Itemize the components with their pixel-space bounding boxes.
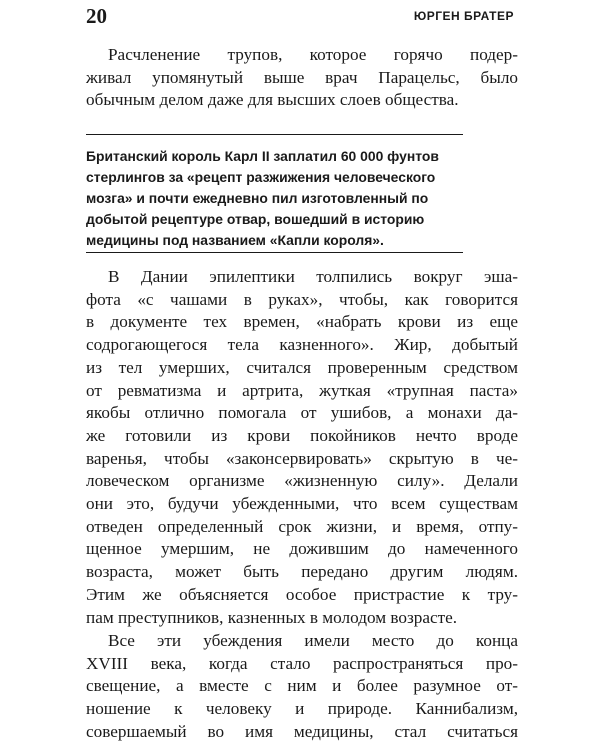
paragraph-line: ловеческом организме «жизненную силу». Делали [86,471,518,491]
callout-line: Британский король Карл II заплатил 60 000 фунтов [86,148,439,164]
paragraph-line: содрогающегося тела казненного». Жир, добытый [86,335,518,355]
paragraph-line: Расчленение трупов, которое горячо подер- [108,45,518,64]
paragraph-line: Все эти убеждения имели место до конца [108,631,518,650]
callout-bottom-rule [86,252,463,253]
paragraph-line: В Дании эпилептики толпились вокруг эша- [108,267,518,286]
callout-line: медицины под названием «Капли короля». [86,232,384,248]
paragraph-line: из тел умерших, считался проверенным средством [86,357,518,377]
paragraph-line: XVIII века, когда стало распространяться про- [86,653,518,673]
callout-line: стерлингов за «рецепт разжижения человеческого [86,169,436,185]
paragraph-line: Этим же объясняется особое пристрастие к тру- [86,584,518,604]
paragraph-line: свещение, а вместе с ним и более разумное от- [86,676,518,696]
paragraph-line: возраста, может быть передано другим людям. [86,562,518,582]
callout-box [86,146,526,251]
page-number: 20 [86,4,107,28]
callout-line: добытой рецептуре отвар, вошедший в историю [86,211,425,227]
paragraph-3 [86,630,518,744]
paragraph-line: щенное умершим, не дожившим до намеченного [86,539,518,559]
paragraph-2 [86,266,518,629]
callout-top-rule [86,134,463,135]
paragraph-1 [86,44,518,112]
paragraph-line: обычным делом даже для высших слоев общества. [86,90,459,110]
paragraph-line: живал упомянутый выше врач Парацельс, было [86,67,518,87]
paragraph-line: совершаемый во имя медицины, стал считаться [86,721,518,741]
paragraph-line: фота «с чашами в руках», чтобы, как говорится [86,289,518,309]
callout-line: мозга» и почти ежедневно пил изготовленный по [86,190,429,206]
paragraph-line: ношение к человеку и природе. Каннибализм, [86,699,518,719]
paragraph-line: отведен определенный срок жизни, и время, отпу- [86,516,518,536]
paragraph-line: варенья, чтобы «законсервировать» скрытую в че- [86,448,518,468]
running-head: ЮРГЕН БРАТЕР [413,9,514,23]
paragraph-line: от ревматизма и артрита, жуткая «трупная паста» [86,380,518,400]
paragraph-line: якобы отлично помогала от ушибов, а монахи да- [86,403,518,423]
paragraph-line: в документе тех времен, «набрать крови из еще [86,312,518,332]
paragraph-line: же готовили из крови покойников нечто вроде [86,425,518,445]
paragraph-line: пам преступников, казненных в молодом возрасте. [86,607,458,627]
paragraph-line: они это, будучи убежденными, что всем существам [86,494,518,514]
